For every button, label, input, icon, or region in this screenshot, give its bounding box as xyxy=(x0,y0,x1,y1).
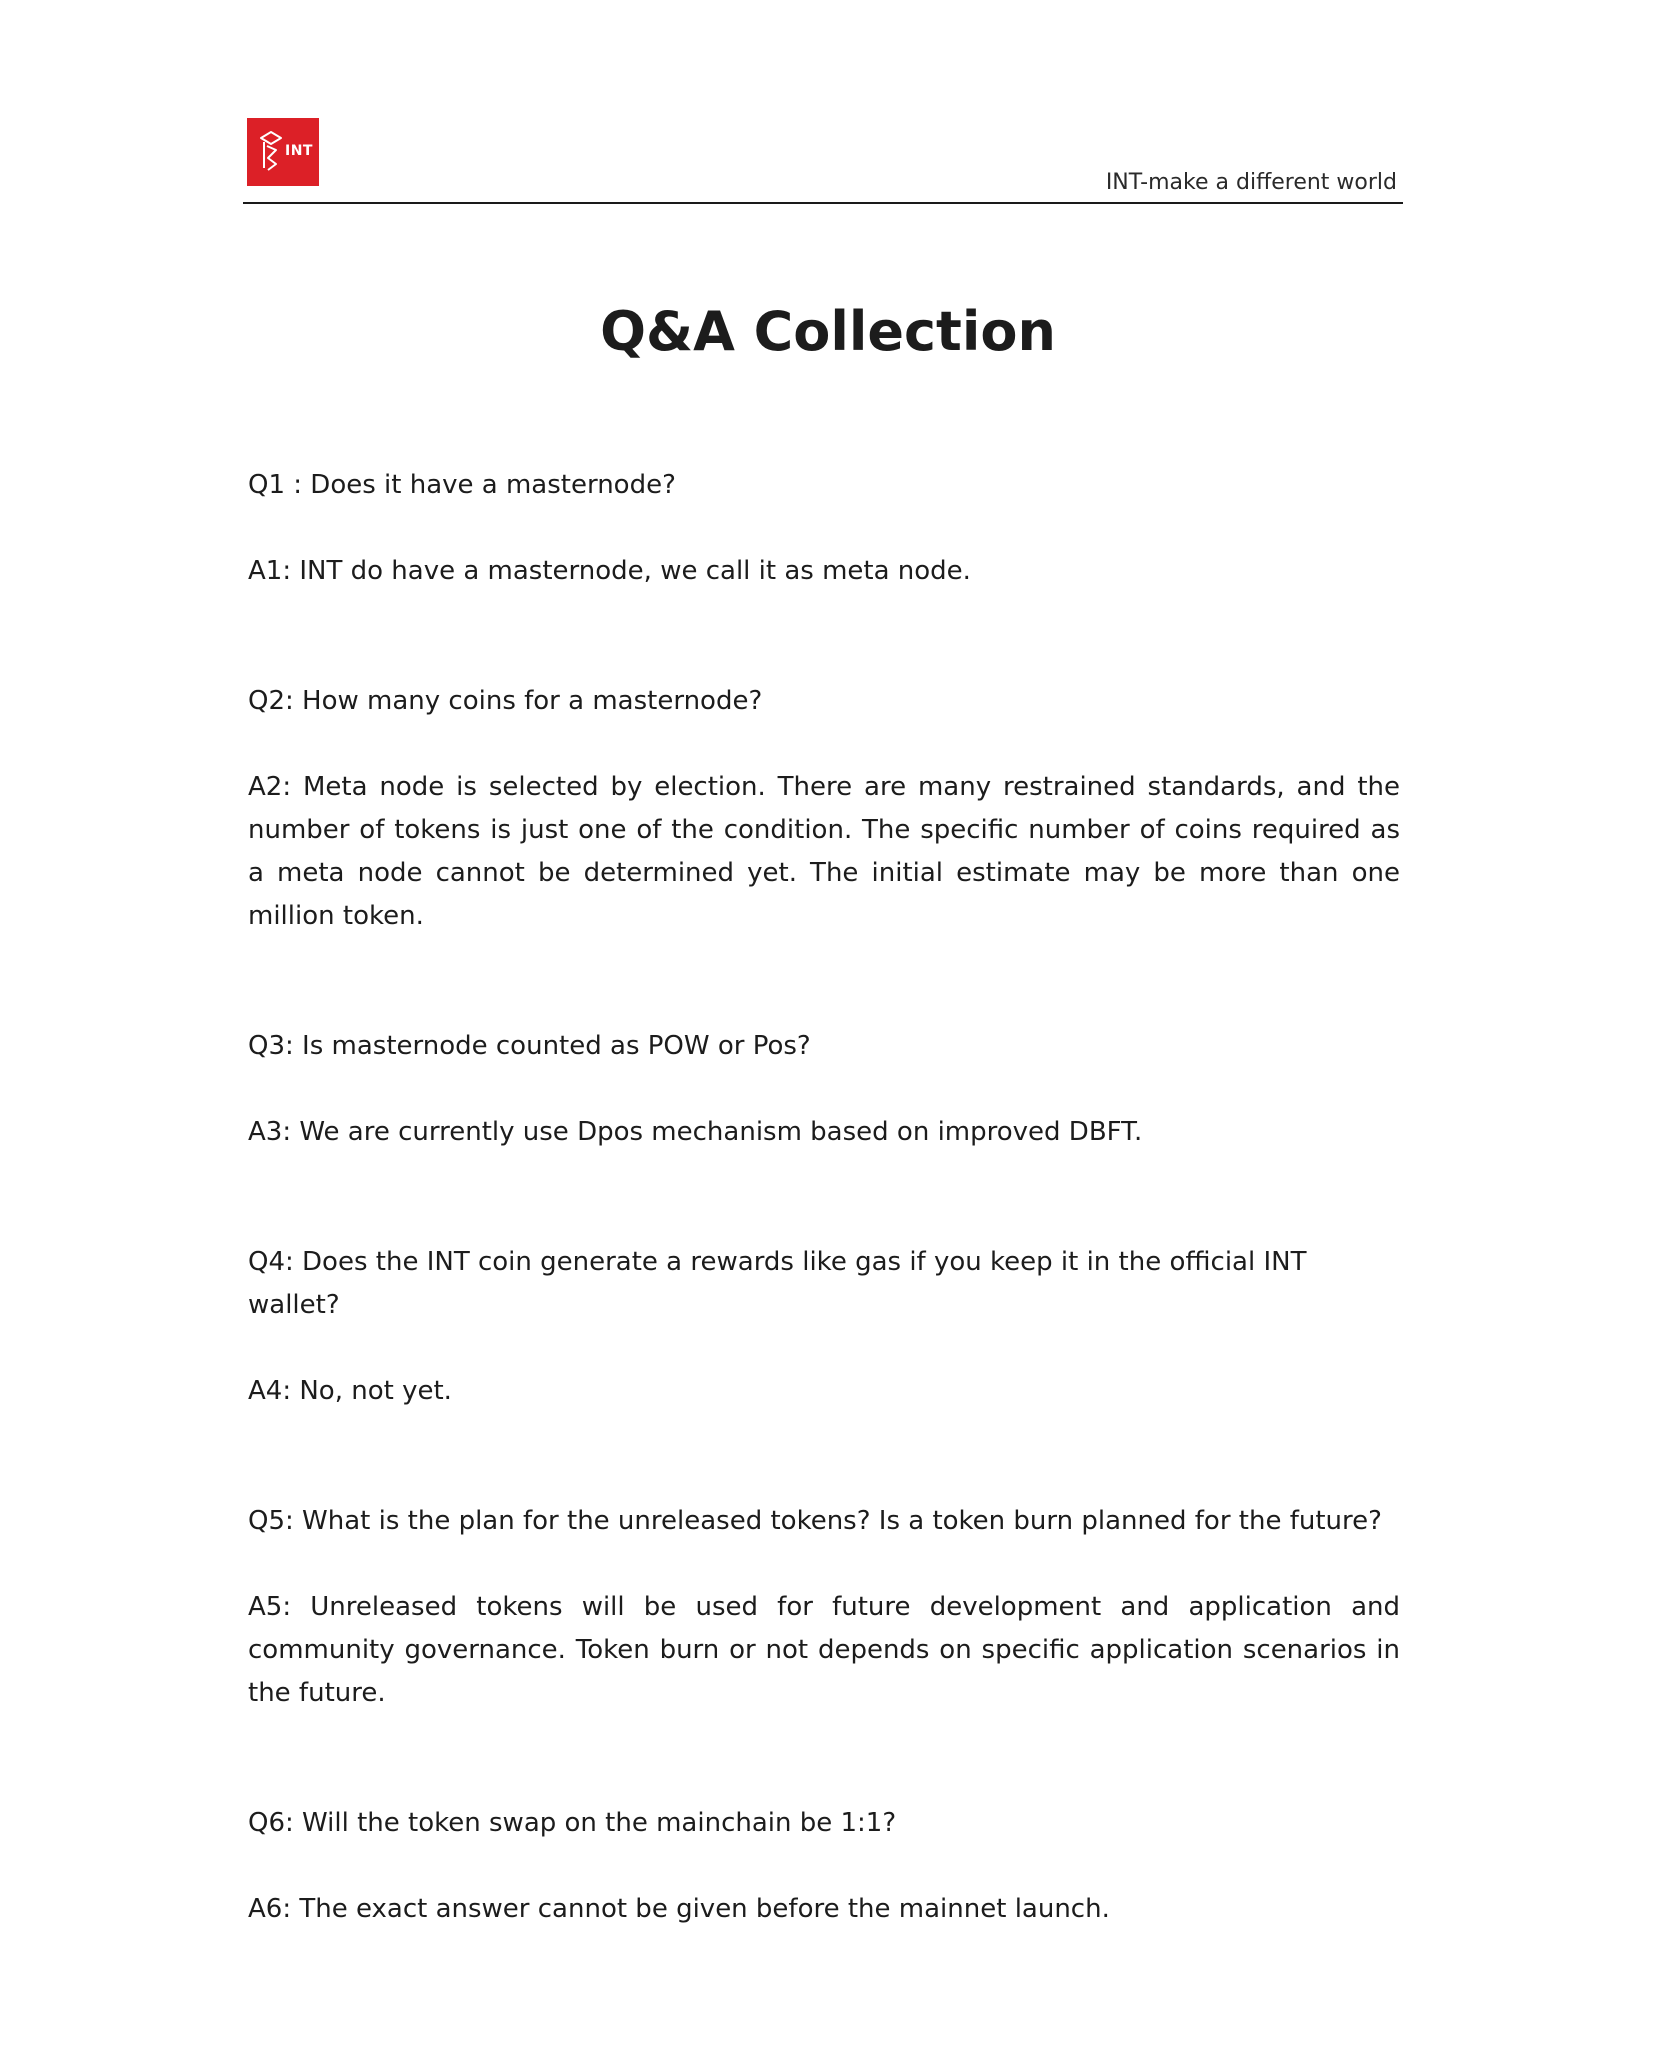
qa-item-2 xyxy=(248,680,1400,938)
int-logo xyxy=(247,118,319,186)
qa-list xyxy=(248,464,1400,1931)
page-title: Q&A Collection xyxy=(600,300,1056,363)
qa-item-4 xyxy=(248,1241,1400,1413)
question-2: Q2: How many coins for a masternode? xyxy=(248,686,763,716)
page-header xyxy=(243,118,1403,204)
qa-item-6 xyxy=(248,1802,1400,1931)
answer-4: A4: No, not yet. xyxy=(248,1376,452,1406)
question-3: Q3: Is masternode counted as POW or Pos? xyxy=(248,1031,811,1061)
answer-2: A2: Meta node is selected by election. There are many restrained standards, and the number of tokens is just one of the condition. The specific number of coins required as a meta node cannot be determined yet. The initial estimate may be more than one million token. xyxy=(248,772,1400,931)
logo-text: INT xyxy=(285,143,313,159)
answer-5: A5: Unreleased tokens will be used for future development and application and community governance. Token burn or not depends on specific application scenarios in the future. xyxy=(248,1592,1400,1708)
question-6: Q6: Will the token swap on the mainchain be 1:1? xyxy=(248,1808,897,1838)
header-divider xyxy=(243,202,1403,204)
question-5: Q5: What is the plan for the unreleased tokens? Is a token burn planned for the future? xyxy=(248,1506,1382,1536)
qa-item-1 xyxy=(248,464,1400,593)
answer-1: A1: INT do have a masternode, we call it as meta node. xyxy=(248,556,971,586)
header-tagline: INT-make a different world xyxy=(1105,170,1397,195)
qa-item-3 xyxy=(248,1025,1400,1154)
question-4: Q4: Does the INT coin generate a rewards like gas if you keep it in the official INT wallet? xyxy=(248,1247,1307,1320)
qa-item-5 xyxy=(248,1500,1400,1715)
question-1: Q1 : Does it have a masternode? xyxy=(248,470,676,500)
answer-3: A3: We are currently use Dpos mechanism based on improved DBFT. xyxy=(248,1117,1143,1147)
answer-6: A6: The exact answer cannot be given before the mainnet launch. xyxy=(248,1894,1110,1924)
